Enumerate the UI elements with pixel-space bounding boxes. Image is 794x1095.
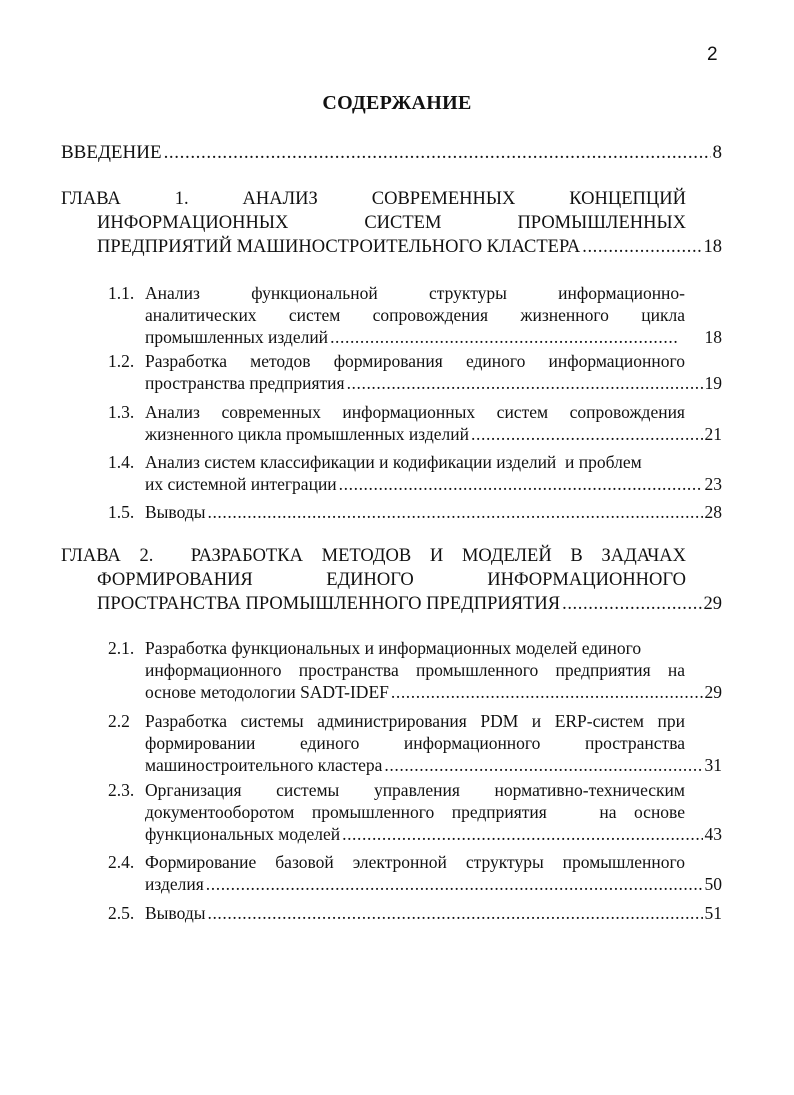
- section-title-line: жизненного цикла промышленных изделий: [145, 424, 470, 444]
- section-title-line: документооборотом промышленного предприятия на основе: [145, 802, 685, 822]
- toc-section-2-1[interactable]: [108, 637, 722, 703]
- toc-section-2-2[interactable]: [108, 710, 722, 776]
- toc-page-number: 29: [703, 594, 722, 614]
- toc-section-1-1[interactable]: [108, 282, 722, 348]
- section-title-line: Анализ современных информационных систем сопровождения: [145, 402, 685, 422]
- section-number: 2.5.: [108, 903, 135, 923]
- section-number: 2.3.: [108, 780, 135, 800]
- toc-section-2-4[interactable]: [108, 851, 722, 895]
- chapter-title-line: ФОРМИРОВАНИЯ ЕДИНОГО ИНФОРМАЦИОННОГО: [97, 570, 686, 590]
- toc-page-number: 18: [703, 237, 722, 257]
- section-number: 1.2.: [108, 351, 135, 371]
- toc-section-1-2[interactable]: [108, 350, 722, 394]
- section-number: 1.4.: [108, 452, 135, 472]
- section-title-line: аналитических систем сопровождения жизненного цикла: [145, 305, 685, 325]
- leader-dots: [391, 681, 703, 703]
- toc-page-number: 43: [704, 824, 722, 844]
- toc-section-2-5[interactable]: [108, 902, 722, 924]
- section-number: 2.4.: [108, 852, 135, 872]
- chapter-title-line: ГЛАВА 2. РАЗРАБОТКА МЕТОДОВ И МОДЕЛЕЙ В ЗАДАЧАХ: [61, 546, 686, 566]
- toc-chapter-2[interactable]: [61, 544, 722, 616]
- section-title-line: Выводы: [145, 903, 206, 923]
- toc-section-1-3[interactable]: [108, 401, 722, 445]
- section-title-line: Анализ систем классификации и кодификации изделий и проблем: [145, 452, 642, 472]
- section-title-line: Анализ функциональной структуры информационно-: [145, 283, 685, 303]
- leader-dots: [339, 473, 703, 495]
- section-title-line: изделия: [145, 874, 204, 894]
- section-title-line: Разработка системы администрирования PDM и ERP-систем при: [145, 711, 685, 731]
- toc-page-number: 51: [704, 903, 722, 923]
- section-title-line: информационного пространства промышленного предприятия на: [145, 660, 685, 680]
- section-title-line: Разработка методов формирования единого информационного: [145, 351, 685, 371]
- toc-page-number: 21: [704, 424, 722, 444]
- toc-page-number: 28: [704, 502, 722, 522]
- section-title-line: основе методологии SADT-IDEF: [145, 682, 389, 702]
- section-title-line: формировании единого информационного пространства: [145, 733, 685, 753]
- section-number: 1.1.: [108, 283, 135, 303]
- toc-title: СОДЕРЖАНИЕ: [322, 92, 472, 114]
- toc-section-1-5[interactable]: [108, 501, 722, 523]
- section-title-line: машиностроительного кластера: [145, 755, 383, 775]
- leader-dots: [582, 235, 701, 259]
- leader-dots: [330, 326, 678, 348]
- toc-page-number: 50: [704, 874, 722, 894]
- section-title-line: пространства предприятия: [145, 373, 345, 393]
- toc-page-number: 23: [704, 474, 722, 494]
- section-title-line: Формирование базовой электронной структуры промышленного: [145, 852, 685, 872]
- section-title-line: Выводы: [145, 502, 206, 522]
- toc-section-2-3[interactable]: [108, 779, 722, 845]
- section-number: 2.2: [108, 711, 130, 731]
- leader-dots: [206, 873, 703, 895]
- toc-page-number: 29: [704, 682, 722, 702]
- section-number: 2.1.: [108, 638, 135, 658]
- leader-dots: [207, 902, 702, 924]
- chapter-title-line: ГЛАВА 1. АНАЛИЗ СОВРЕМЕННЫХ КОНЦЕПЦИЙ: [61, 189, 686, 209]
- leader-dots: [164, 142, 711, 164]
- section-title-line: их системной интеграции: [145, 474, 337, 494]
- leader-dots: [384, 754, 702, 776]
- chapter-title-line: ПРЕДПРИЯТИЙ МАШИНОСТРОИТЕЛЬНОГО КЛАСТЕРА: [97, 237, 581, 257]
- leader-dots: [562, 592, 701, 616]
- chapter-title-line: ПРОСТРАНСТВА ПРОМЫШЛЕННОГО ПРЕДПРИЯТИЯ: [97, 594, 561, 614]
- page-number: 2: [707, 44, 718, 65]
- toc-page-number: 19: [704, 373, 722, 393]
- section-title-line: Организация системы управления нормативно-техническим: [145, 780, 685, 800]
- toc-section-1-4[interactable]: [108, 451, 722, 495]
- leader-dots: [207, 501, 702, 523]
- section-title-line: Разработка функциональных и информационных моделей единого: [145, 638, 642, 658]
- toc-page-number: 31: [704, 755, 722, 775]
- toc-entry-intro[interactable]: [61, 142, 722, 164]
- section-title-line: функциональных моделей: [145, 824, 341, 844]
- section-number: 1.5.: [108, 502, 135, 522]
- leader-dots: [347, 372, 703, 394]
- toc-entry-label: ВВЕДЕНИЕ: [61, 142, 162, 163]
- section-title-line: промышленных изделий: [145, 327, 329, 347]
- toc-page-number: 8: [712, 142, 722, 163]
- section-number: 1.3.: [108, 402, 135, 422]
- leader-dots: [471, 423, 702, 445]
- toc-page-number: 18: [704, 327, 722, 347]
- chapter-title-line: ИНФОРМАЦИОННЫХ СИСТЕМ ПРОМЫШЛЕННЫХ: [97, 213, 686, 233]
- toc-chapter-1[interactable]: [61, 187, 722, 259]
- leader-dots: [342, 823, 702, 845]
